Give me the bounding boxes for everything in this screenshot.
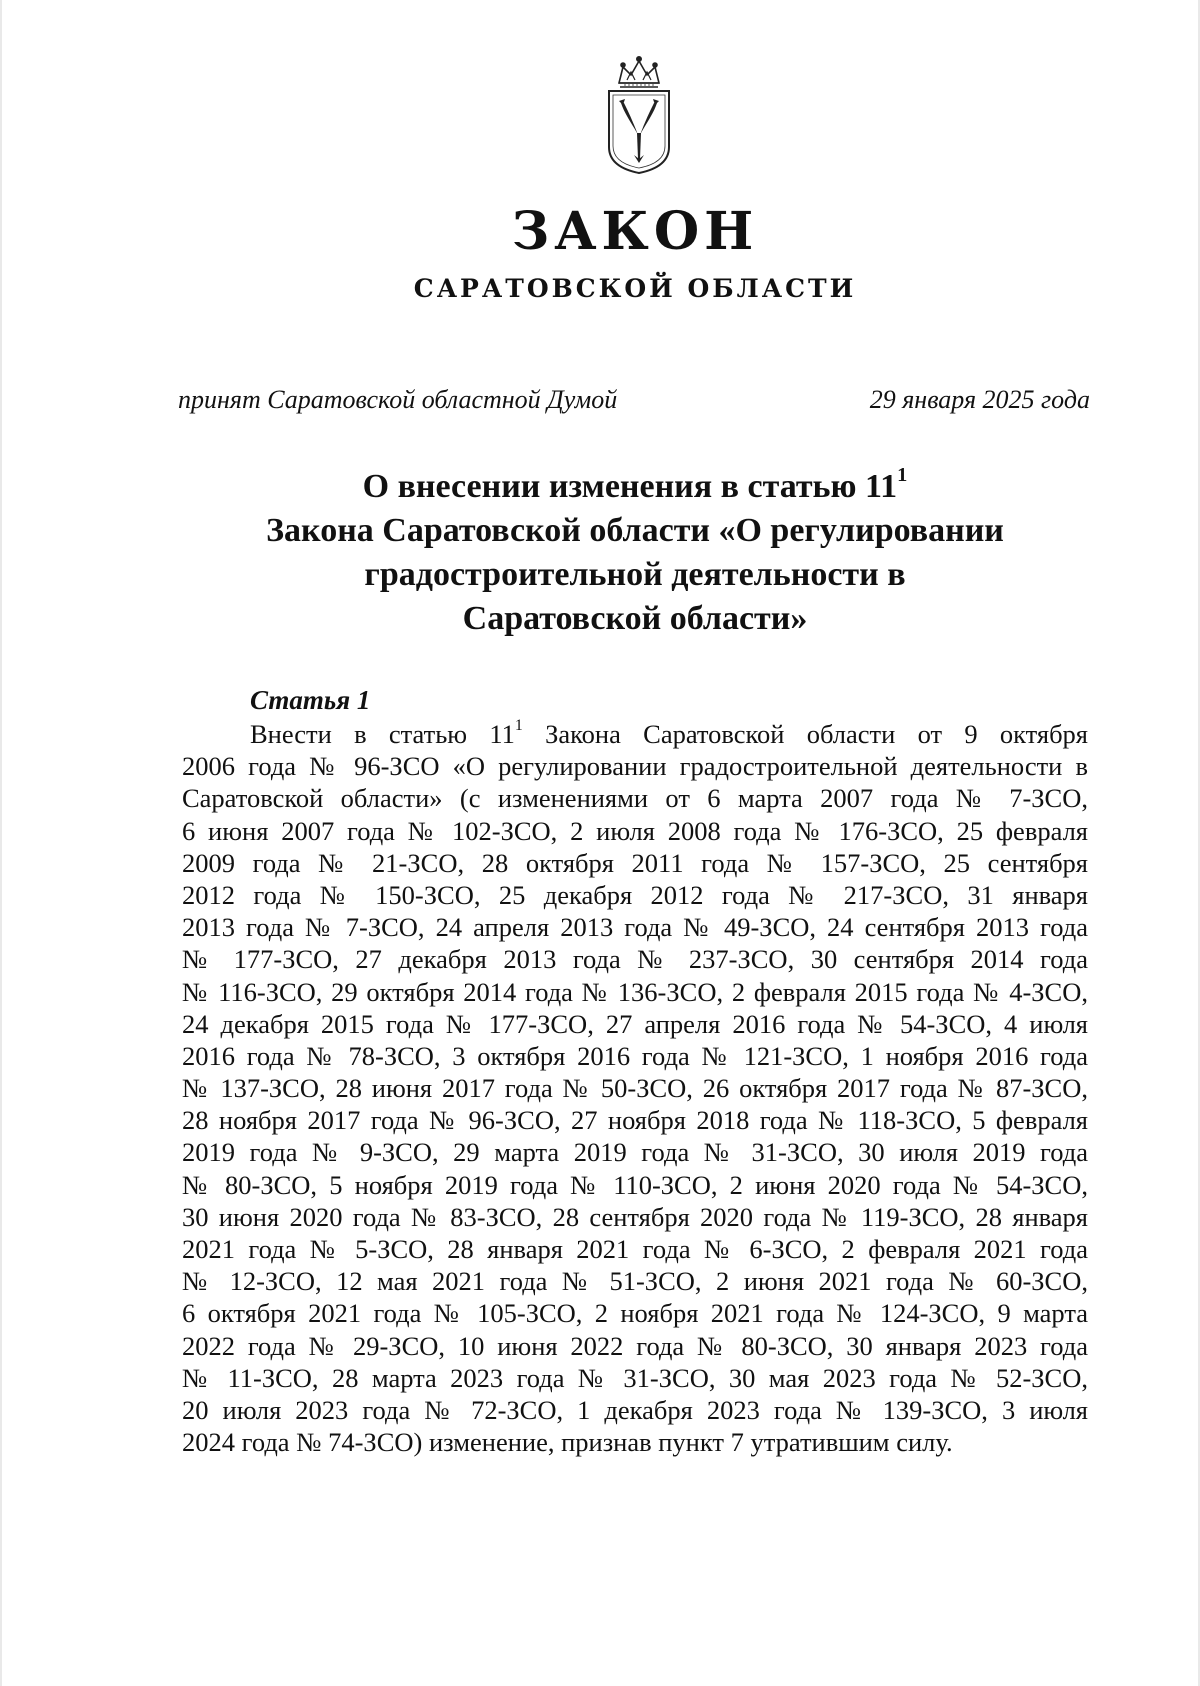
adopted-date: 29 января 2025 года [869, 385, 1090, 414]
article-line: 2022 года № 29-ЗСО, 10 июня 2022 года № 80-ЗСО, 30 января 2023 года [182, 1330, 1088, 1361]
article-first-superscript: 1 [514, 717, 523, 734]
article-line: 2016 года № 78-ЗСО, 3 октября 2016 года № 121-ЗСО, 1 ноября 2016 года [182, 1040, 1088, 1071]
law-title-line-1-text: О внесении изменения в статью 11 [362, 468, 898, 505]
article-line: № 137-ЗСО, 28 июня 2017 года № 50-ЗСО, 26 октября 2017 года № 87-ЗСО, [182, 1073, 1088, 1104]
law-title [0, 465, 1200, 641]
law-title-line-3: градостроительной деятельности в [364, 556, 906, 593]
law-title-line-1 [0, 465, 1200, 509]
article-line: 6 июня 2007 года № 102-ЗСО, 2 июля 2008 года № 176-ЗСО, 25 февраля [182, 815, 1088, 846]
article-line-first [182, 718, 1088, 750]
article-line: 30 июня 2020 года № 83-ЗСО, 28 сентября 2020 года № 119-ЗСО, 28 января [182, 1201, 1088, 1232]
article-line: 20 июля 2023 года № 72-ЗСО, 1 декабря 2023 года № 139-ЗСО, 3 июля [182, 1394, 1088, 1425]
adopted-by: принят Саратовской областной Думой [178, 385, 618, 414]
article-first-suffix: Закона Саратовской области от 9 октября [522, 719, 1088, 749]
article-line: 28 ноября 2017 года № 96-ЗСО, 27 ноября 2018 года № 118-ЗСО, 5 февраля [182, 1105, 1088, 1136]
article-line: № 11-ЗСО, 28 марта 2023 года № 31-ЗСО, 30 мая 2023 года № 52-ЗСО, [182, 1362, 1088, 1393]
law-title-superscript: 1 [897, 463, 908, 486]
article-body [182, 718, 1088, 1458]
article-line: № 80-ЗСО, 5 ноября 2019 года № 110-ЗСО, 2 июня 2020 года № 54-ЗСО, [182, 1169, 1088, 1200]
law-title-line-2: Закона Саратовской области «О регулировании [266, 512, 1004, 549]
law-title-line-4: Саратовской области» [462, 600, 808, 637]
article-line: 2006 года № 96-ЗСО «О регулировании градостроительной деятельности в [182, 751, 1088, 782]
article-line: 2009 года № 21-ЗСО, 28 октября 2011 года № 157-ЗСО, 25 сентября [182, 847, 1088, 878]
article-heading: Статья 1 [250, 685, 371, 715]
article-line: 6 октября 2021 года № 105-ЗСО, 2 ноября 2021 года № 124-ЗСО, 9 марта [182, 1298, 1088, 1329]
article-first-prefix: Внести в статью 11 [250, 719, 515, 749]
article-line: № 177-ЗСО, 27 декабря 2013 года № 237-ЗСО, 30 сентября 2014 года [182, 944, 1088, 975]
article-lines [182, 750, 1088, 1458]
article-line: № 116-ЗСО, 29 октября 2014 года № 136-ЗСО, 2 февраля 2015 года № 4-ЗСО, [182, 976, 1088, 1007]
article-line: Саратовской области» (с изменениями от 6 марта 2007 года № 7-ЗСО, [182, 783, 1088, 814]
document-heading: ЗАКОН [511, 201, 759, 262]
article-line: 2013 года № 7-ЗСО, 24 апреля 2013 года № 49-ЗСО, 24 сентября 2013 года [182, 912, 1088, 943]
document-subheading: САРАТОВСКОЙ ОБЛАСТИ [413, 274, 857, 303]
article-line: 24 декабря 2015 года № 177-ЗСО, 27 апреля 2016 года № 54-ЗСО, 4 июля [182, 1008, 1088, 1039]
article-line: 2024 года № 74-ЗСО) изменение, признав пункт 7 утратившим силу. [182, 1427, 953, 1458]
article-line: 2012 года № 150-ЗСО, 25 декабря 2012 года № 217-ЗСО, 31 января [182, 879, 1088, 910]
article-line: 2021 года № 5-ЗСО, 28 января 2021 года № 6-ЗСО, 2 февраля 2021 года [182, 1234, 1088, 1264]
saratov-coat-of-arms-icon [601, 55, 677, 175]
article-line: 2019 года № 9-ЗСО, 29 марта 2019 года № 31-ЗСО, 30 июля 2019 года [182, 1137, 1088, 1168]
article-line: № 12-ЗСО, 12 мая 2021 года № 51-ЗСО, 2 июня 2021 года № 60-ЗСО, [182, 1266, 1088, 1297]
